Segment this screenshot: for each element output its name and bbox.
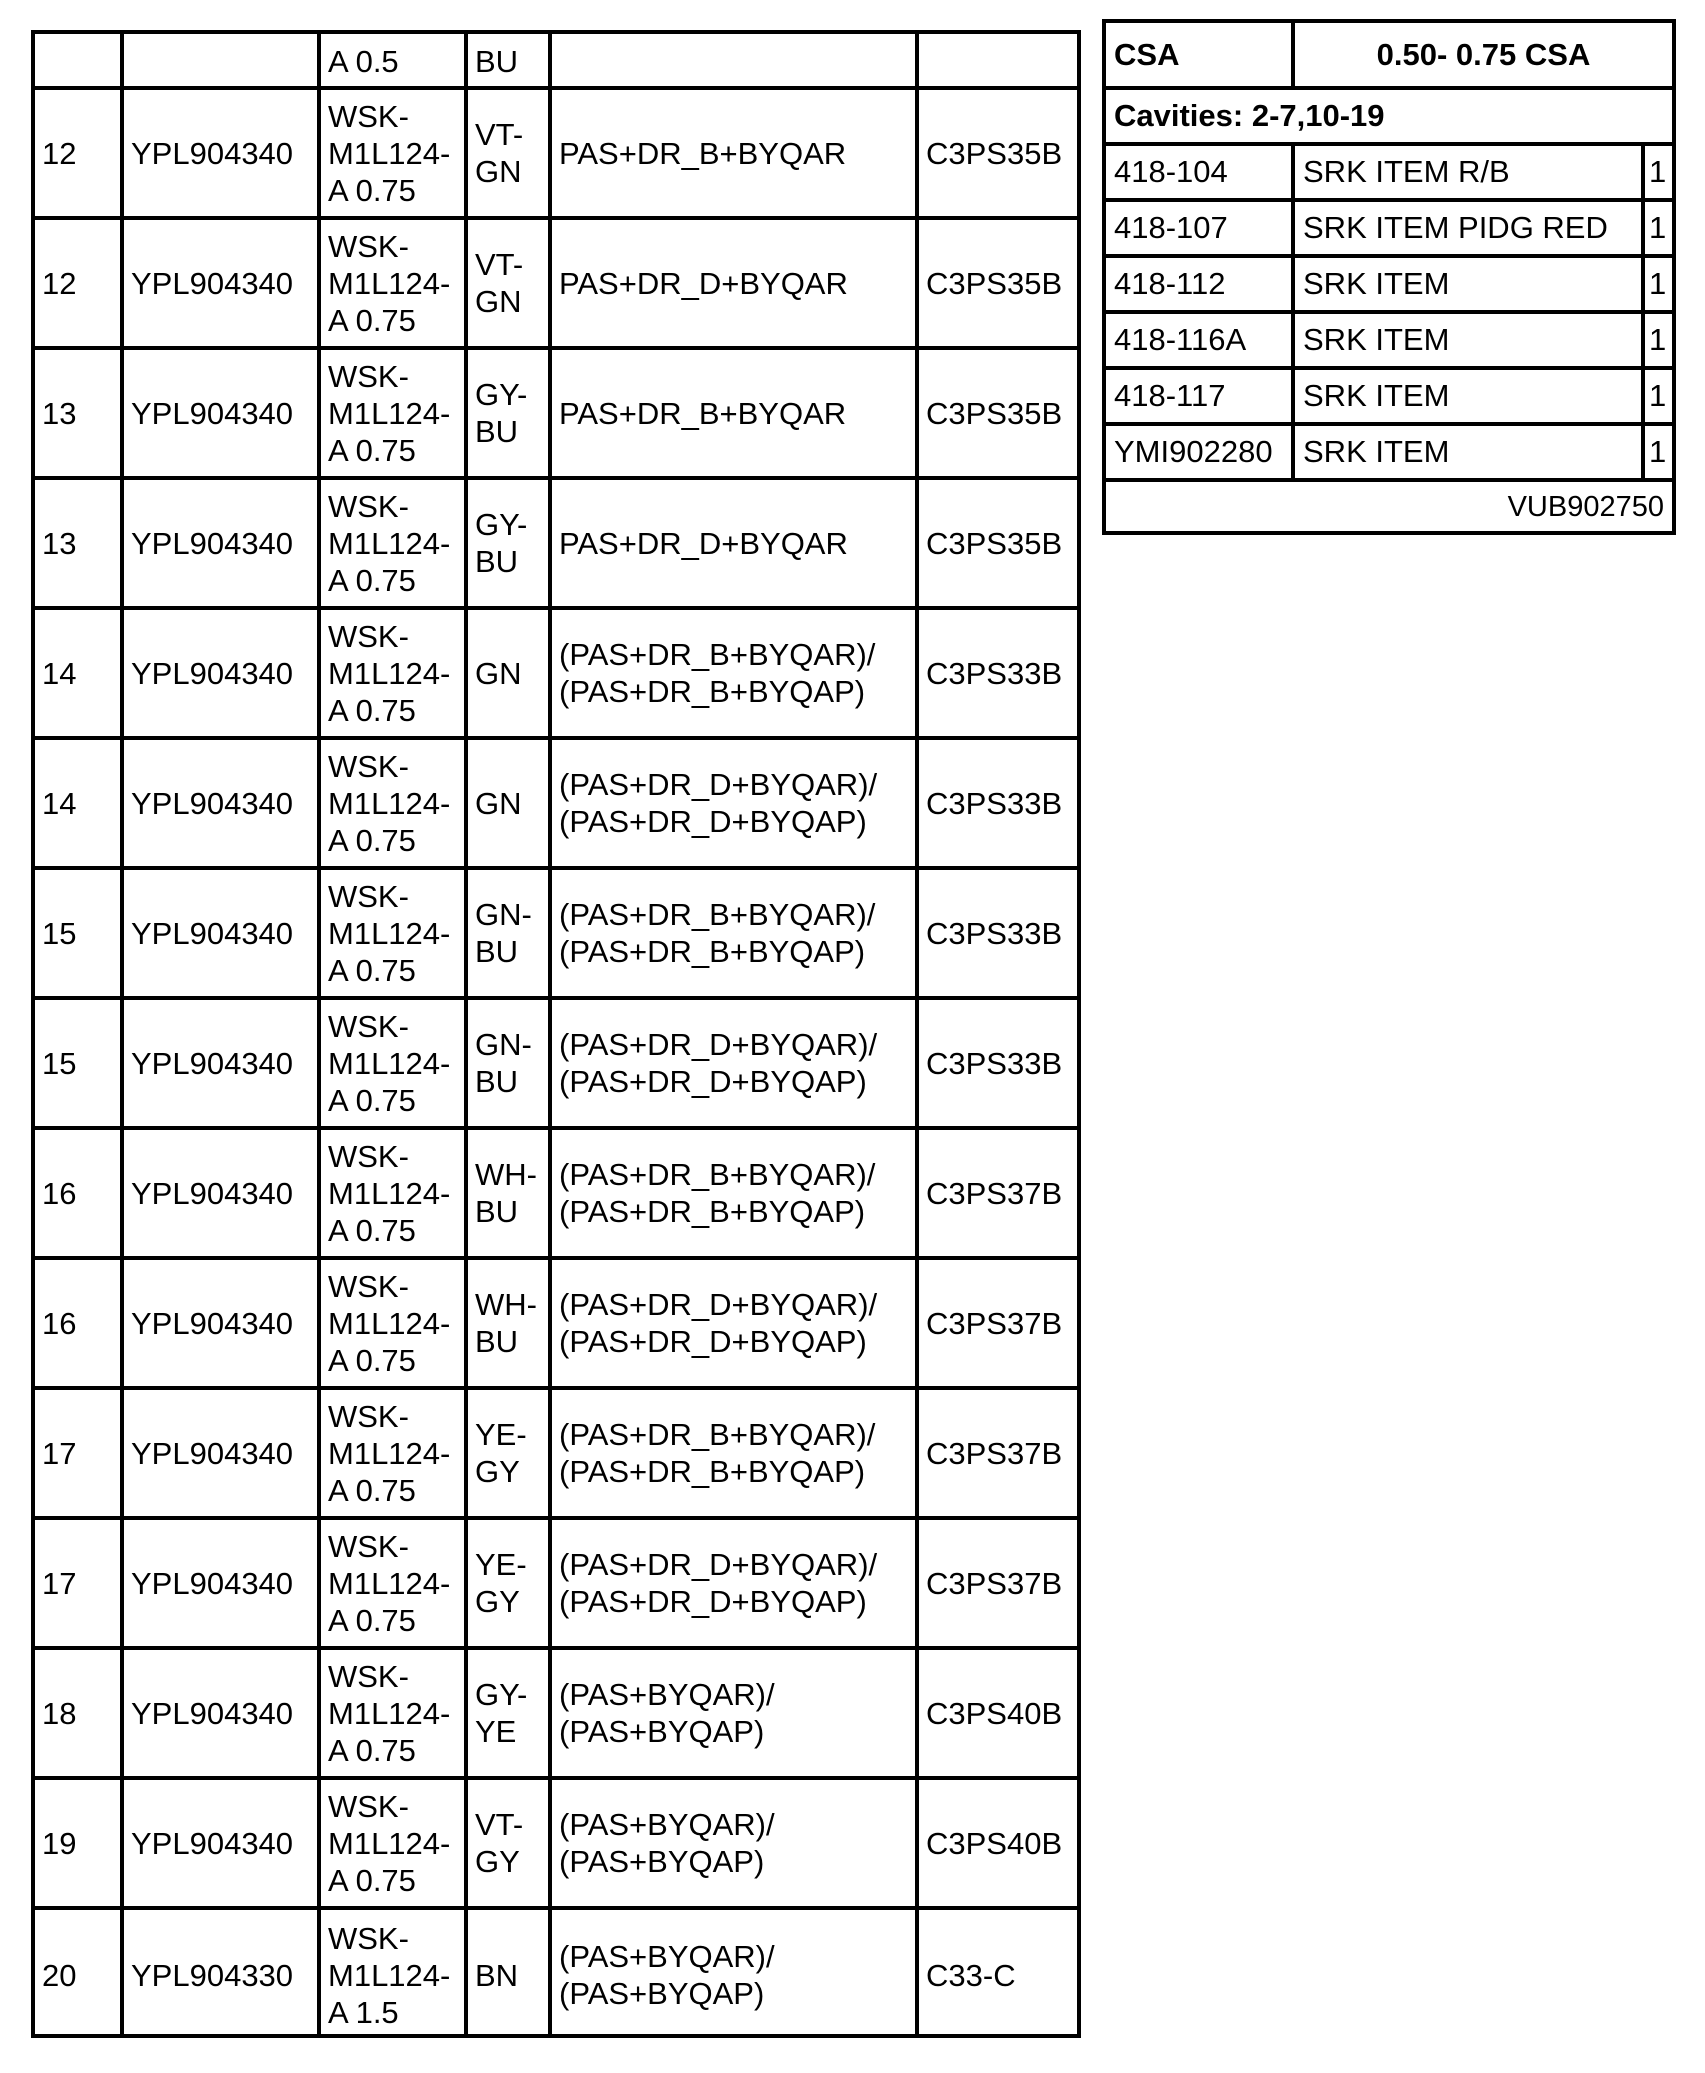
- table-row: [35, 1650, 1077, 1780]
- table-row: [35, 90, 1077, 220]
- cavity-cell: 16: [42, 1305, 77, 1341]
- part-number-cell: YPL904340: [131, 525, 294, 561]
- item-description: SRK ITEM: [1303, 266, 1450, 301]
- cavity-cell: 14: [42, 785, 77, 821]
- part-number-cell: YPL904340: [131, 395, 294, 431]
- footer-reference: VUB902750: [1507, 490, 1664, 523]
- wire-color-cell: VT- GN: [475, 247, 524, 319]
- wire-spec-cell: WSK- M1L124- A 0.75: [328, 358, 451, 468]
- option-code-cell: (PAS+DR_D+BYQAR)/ (PAS+DR_D+BYQAP): [559, 1547, 878, 1619]
- table-row: [35, 480, 1077, 610]
- wire-color-cell: GY- YE: [475, 1677, 528, 1749]
- part-number-cell: YPL904330: [131, 1957, 294, 1993]
- circuit-code-cell: [919, 34, 1081, 86]
- item-quantity: 1: [1649, 210, 1667, 245]
- wire-color-cell: YE- GY: [475, 1547, 527, 1619]
- circuit-code-cell: C3PS33B: [926, 655, 1063, 691]
- circuit-code-cell: C3PS40B: [926, 1695, 1063, 1731]
- item-part-number: 418-116A: [1114, 322, 1247, 357]
- wire-color-cell: WH- BU: [475, 1287, 537, 1359]
- wire-color-cell: VT- GN: [475, 117, 524, 189]
- circuit-code-cell: C3PS35B: [926, 395, 1063, 431]
- cavity-cell: 16: [42, 1175, 77, 1211]
- wire-color-cell: GY- BU: [475, 507, 528, 579]
- circuit-code-cell: C3PS35B: [926, 525, 1063, 561]
- table-row: [35, 220, 1077, 350]
- option-code-cell: (PAS+DR_B+BYQAR)/ (PAS+DR_B+BYQAP): [559, 897, 876, 969]
- option-code-cell: PAS+DR_B+BYQAR: [559, 395, 847, 431]
- wire-spec-cell: WSK- M1L124- A 1.5: [328, 1920, 451, 2030]
- part-number-cell: YPL904340: [131, 915, 294, 951]
- part-number-cell: YPL904340: [131, 1695, 294, 1731]
- circuit-code-cell: C3PS37B: [926, 1175, 1063, 1211]
- item-part-number: 418-112: [1114, 266, 1226, 301]
- option-code-cell: (PAS+DR_B+BYQAR)/ (PAS+DR_B+BYQAP): [559, 1157, 876, 1229]
- wire-spec-cell: WSK- M1L124- A 0.75: [328, 878, 451, 988]
- wire-color-cell: GN: [475, 655, 522, 691]
- wire-spec-cell: WSK- M1L124- A 0.75: [328, 1788, 451, 1898]
- table-row: [35, 34, 1077, 90]
- wire-spec-cell: WSK- M1L124- A 0.75: [328, 228, 451, 338]
- circuit-code-cell: C33-C: [926, 1957, 1016, 1993]
- wire-spec-cell: WSK- M1L124- A 0.75: [328, 1268, 451, 1378]
- item-quantity: 1: [1649, 266, 1667, 301]
- wire-spec-cell: WSK- M1L124- A 0.75: [328, 1138, 451, 1248]
- wire-color-cell: WH- BU: [475, 1157, 537, 1229]
- table-row: [35, 1000, 1077, 1130]
- part-number-cell: YPL904340: [131, 135, 294, 171]
- wire-color-cell: GN- BU: [475, 1027, 532, 1099]
- wire-color-cell: GY- BU: [475, 377, 528, 449]
- table-row: [35, 1520, 1077, 1650]
- table-row: [35, 870, 1077, 1000]
- column-divider: [1641, 142, 1645, 478]
- option-code-cell: (PAS+DR_D+BYQAR)/ (PAS+DR_D+BYQAP): [559, 1287, 878, 1359]
- cavity-cell: 17: [42, 1565, 77, 1601]
- wire-color-cell: GN: [475, 785, 522, 821]
- wire-spec-cell: WSK- M1L124- A 0.75: [328, 618, 451, 728]
- cavity-cell: 13: [42, 525, 77, 561]
- item-description: SRK ITEM PIDG RED: [1303, 210, 1608, 245]
- cavity-cell: 15: [42, 915, 77, 951]
- option-code-cell: (PAS+BYQAR)/ (PAS+BYQAP): [559, 1807, 775, 1879]
- cavity-cell: 19: [42, 1825, 77, 1861]
- column-divider: [1291, 142, 1295, 478]
- item-part-number: 418-107: [1114, 210, 1228, 245]
- circuit-code-cell: C3PS37B: [926, 1435, 1063, 1471]
- table-row: [35, 350, 1077, 480]
- wire-color-cell: YE- GY: [475, 1417, 527, 1489]
- wire-spec-cell: WSK- M1L124- A 0.75: [328, 748, 451, 858]
- cavities-label: Cavities: 2-7,10-19: [1114, 98, 1385, 133]
- wire-color-cell: BN: [475, 1957, 519, 1993]
- item-description: SRK ITEM R/B: [1303, 154, 1510, 189]
- option-code-cell: PAS+DR_D+BYQAR: [559, 265, 848, 301]
- cavity-cell: 17: [42, 1435, 77, 1471]
- circuit-code-cell: C3PS33B: [926, 915, 1063, 951]
- part-number-cell: YPL904340: [131, 1305, 294, 1341]
- item-quantity: 1: [1649, 322, 1667, 357]
- option-code-cell: (PAS+DR_D+BYQAR)/ (PAS+DR_D+BYQAP): [559, 1027, 878, 1099]
- cavity-cell: 13: [42, 395, 77, 431]
- option-code-cell: PAS+DR_B+BYQAR: [559, 135, 847, 171]
- part-number-cell: [124, 34, 317, 86]
- item-description: SRK ITEM: [1303, 434, 1450, 469]
- part-number-cell: YPL904340: [131, 1565, 294, 1601]
- item-part-number: 418-104: [1114, 154, 1228, 189]
- option-code-cell: (PAS+DR_D+BYQAR)/ (PAS+DR_D+BYQAP): [559, 767, 878, 839]
- csa-table: [1102, 19, 1676, 535]
- cavity-cell: [35, 34, 120, 86]
- circuit-code-cell: C3PS33B: [926, 1045, 1063, 1081]
- circuit-code-cell: C3PS33B: [926, 785, 1063, 821]
- table-row: [35, 1780, 1077, 1910]
- cavity-cell: 15: [42, 1045, 77, 1081]
- wire-color-cell: GN- BU: [475, 897, 532, 969]
- item-quantity: 1: [1649, 378, 1667, 413]
- cavity-cell: 12: [42, 135, 77, 171]
- part-number-cell: YPL904340: [131, 785, 294, 821]
- item-quantity: 1: [1649, 434, 1667, 469]
- item-part-number: 418-117: [1114, 378, 1226, 413]
- wire-spec-cell: WSK- M1L124- A 0.75: [328, 1008, 451, 1118]
- wire-spec-cell: A 0.5: [328, 44, 399, 79]
- item-description: SRK ITEM: [1303, 322, 1450, 357]
- part-number-cell: YPL904340: [131, 265, 294, 301]
- cavity-cell: 14: [42, 655, 77, 691]
- option-code-cell: (PAS+BYQAR)/ (PAS+BYQAP): [559, 1677, 775, 1749]
- option-code-cell: (PAS+DR_B+BYQAR)/ (PAS+DR_B+BYQAP): [559, 637, 876, 709]
- part-number-cell: YPL904340: [131, 1435, 294, 1471]
- part-number-cell: YPL904340: [131, 1825, 294, 1861]
- table-row: [35, 1390, 1077, 1520]
- cavity-cell: 12: [42, 265, 77, 301]
- part-number-cell: YPL904340: [131, 655, 294, 691]
- cavity-cell: 18: [42, 1695, 77, 1731]
- wire-color-cell: BU: [475, 44, 519, 79]
- csa-range-label: 0.50- 0.75 CSA: [1376, 36, 1591, 72]
- table-row: [35, 1910, 1077, 2038]
- item-description: SRK ITEM: [1303, 378, 1450, 413]
- part-number-cell: YPL904340: [131, 1045, 294, 1081]
- circuit-code-cell: C3PS35B: [926, 265, 1063, 301]
- table-row: [35, 740, 1077, 870]
- part-number-cell: YPL904340: [131, 1175, 294, 1211]
- wire-spec-cell: WSK- M1L124- A 0.75: [328, 1528, 451, 1638]
- item-part-number: YMI902280: [1114, 434, 1273, 469]
- circuit-code-cell: C3PS35B: [926, 135, 1063, 171]
- option-code-cell: [552, 34, 915, 86]
- option-code-cell: (PAS+DR_B+BYQAR)/ (PAS+DR_B+BYQAP): [559, 1417, 876, 1489]
- wire-color-cell: VT- GY: [475, 1807, 524, 1879]
- wire-spec-cell: WSK- M1L124- A 0.75: [328, 98, 451, 208]
- wire-table: [31, 30, 1081, 2038]
- option-code-cell: PAS+DR_D+BYQAR: [559, 525, 848, 561]
- cavity-cell: 20: [42, 1957, 77, 1993]
- wire-spec-cell: WSK- M1L124- A 0.75: [328, 488, 451, 598]
- table-row: [35, 1130, 1077, 1260]
- item-quantity: 1: [1649, 154, 1667, 189]
- wire-spec-cell: WSK- M1L124- A 0.75: [328, 1398, 451, 1508]
- table-row: [35, 1260, 1077, 1390]
- table-row: [35, 610, 1077, 740]
- csa-header-label: CSA: [1114, 36, 1180, 72]
- option-code-cell: (PAS+BYQAR)/ (PAS+BYQAP): [559, 1939, 775, 2011]
- circuit-code-cell: C3PS37B: [926, 1565, 1063, 1601]
- circuit-code-cell: C3PS40B: [926, 1825, 1063, 1861]
- wire-spec-cell: WSK- M1L124- A 0.75: [328, 1658, 451, 1768]
- circuit-code-cell: C3PS37B: [926, 1305, 1063, 1341]
